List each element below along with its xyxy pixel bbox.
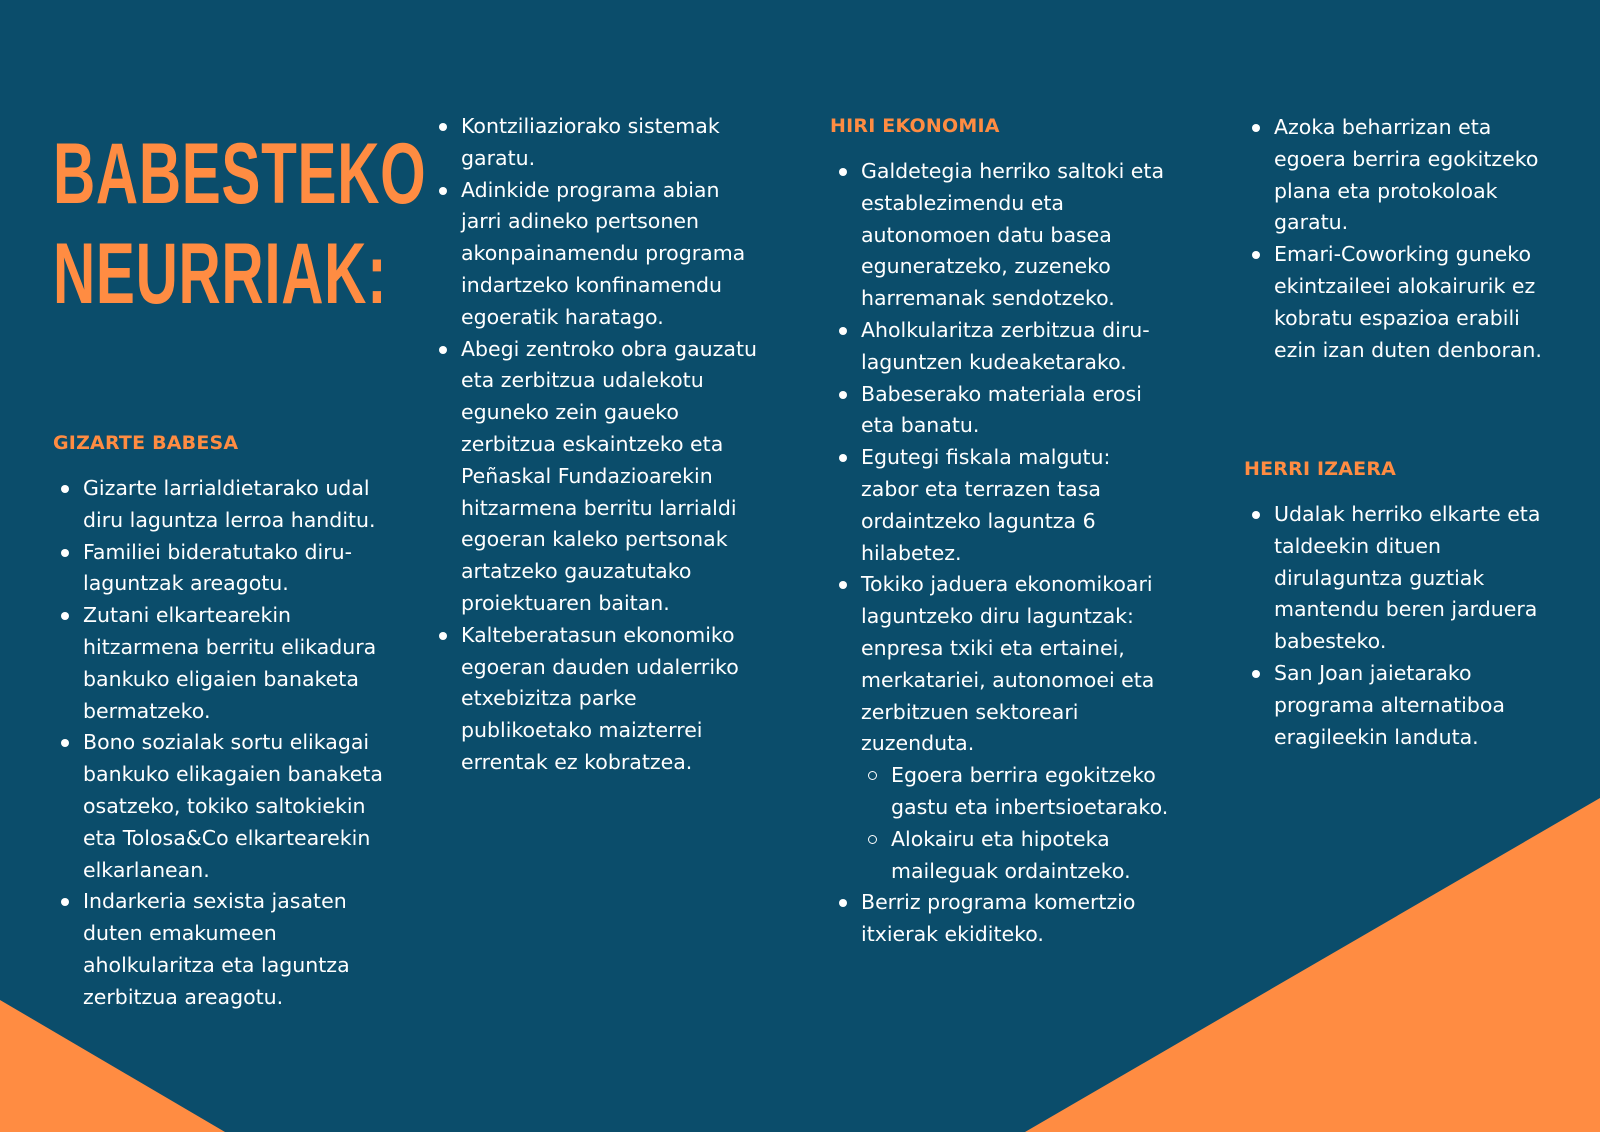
item-text-line: akonpainamendu programa	[461, 241, 746, 266]
item-text-line: hitzarmena berritu larrialdi	[461, 495, 737, 520]
list-item	[53, 727, 383, 886]
item-text-line: ezin izan duten denboran.	[1274, 337, 1542, 362]
item-text-line: Babeserako materiala erosi	[861, 381, 1142, 406]
item-text-line: merkatariei, autonomoei eta	[861, 667, 1155, 692]
item-text-line: laguntzeko diru laguntzak:	[861, 604, 1134, 629]
item-text-line: Emari-Coworking guneko	[1274, 242, 1531, 267]
item-text-line: kobratu espazioa erabili	[1274, 305, 1520, 330]
item-text-line: Peñaskal Fundazioarekin	[461, 463, 713, 488]
item-text-line: zerbitzua areagotu.	[83, 984, 284, 1009]
item-text-line: osatzeko, tokiko saltokiekin	[83, 793, 366, 818]
list-item	[831, 887, 1168, 951]
item-text-line: hitzarmena berritu elikadura	[83, 634, 377, 659]
item-text-line: Abegi zentroko obra gauzatu	[461, 336, 757, 361]
item-text-line: dirulaguntza guztiak	[1274, 565, 1485, 590]
item-text-line: bankuko elikagaien banaketa	[83, 762, 383, 787]
item-text-line: ekintzaileei alokairurik ez	[1274, 273, 1536, 298]
item-text-line: eragileekin landuta.	[1274, 724, 1479, 749]
sub-list-item	[861, 760, 1168, 824]
item-text-line: Indarkeria sexista jasaten	[83, 889, 347, 914]
list-item	[53, 537, 383, 601]
list-item	[431, 111, 757, 175]
item-text-line: eta banatu.	[861, 413, 980, 438]
item-text-line: itxierak ekiditeko.	[861, 922, 1044, 947]
hiri-ekonomia-heading: HIRI EKONOMIA	[830, 115, 1000, 137]
item-text-line: Familiei bideratutako diru-	[83, 539, 353, 564]
item-text-line: laguntzen kudeaketarako.	[861, 349, 1127, 374]
item-text-line: Bono sozialak sortu elikagai	[83, 730, 370, 755]
item-text-line: eguneko zein gaueko	[461, 400, 679, 425]
item-text-line: autonomoen datu basea	[861, 222, 1112, 247]
item-text-line: publikoetako maizterrei	[461, 718, 703, 743]
item-text-line: Zutani elkartearekin	[83, 603, 292, 628]
list-item	[53, 600, 383, 727]
item-text-line: elkarlanean.	[83, 857, 210, 882]
item-text-line: Adinkide programa abian	[461, 177, 720, 202]
list-item	[431, 175, 757, 334]
list-item	[431, 620, 757, 779]
item-text-line: San Joan jaietarako	[1274, 660, 1472, 685]
item-text-line: egoera berrira egokitzeko	[1274, 146, 1539, 171]
column-2-list	[431, 111, 757, 779]
item-text-line: garatu.	[1274, 210, 1349, 235]
item-text-line: Alokairu eta hipoteka	[891, 826, 1110, 851]
item-text-line: eguneratzeko, zuzeneko	[861, 254, 1111, 279]
item-text-line: Azoka beharrizan eta	[1274, 115, 1492, 139]
sub-list	[861, 760, 1168, 887]
item-text-line: garatu.	[461, 145, 536, 170]
item-text-line: zuzenduta.	[861, 731, 975, 756]
orange-triangle-left	[0, 1000, 225, 1132]
list-item	[1244, 239, 1542, 366]
item-text-line: bermatzeko.	[83, 698, 211, 723]
item-text-line: Egoera berrira egokitzeko	[891, 763, 1156, 788]
item-text-line: gastu eta inbertsioetarako.	[891, 794, 1169, 819]
item-text-line: Galdetegia herriko saltoki eta	[861, 159, 1165, 183]
item-text-line: errentak ez kobratzea.	[461, 749, 693, 774]
item-text-line: Gizarte larrialdietarako udal	[83, 476, 370, 500]
column-4-list	[1244, 112, 1542, 366]
gizarte-babesa-list	[53, 473, 383, 1014]
list-item	[1244, 499, 1540, 658]
list-item	[831, 379, 1168, 443]
item-text-line: artatzeko gauzatutako	[461, 559, 692, 584]
item-text-line: laguntzak areagotu.	[83, 571, 289, 596]
item-text-line: Udalak herriko elkarte eta	[1274, 502, 1541, 526]
list-item	[1244, 658, 1540, 753]
list-item	[831, 156, 1168, 315]
list-item	[1244, 112, 1542, 239]
item-text-line: zabor eta terrazen tasa	[861, 476, 1101, 501]
list-item	[831, 315, 1168, 379]
list-item	[831, 442, 1168, 569]
list-item	[53, 886, 383, 1013]
item-text-line: Kalteberatasun ekonomiko	[461, 622, 735, 647]
herri-izaera-list	[1244, 499, 1540, 753]
herri-izaera-heading: HERRI IZAERA	[1244, 458, 1397, 480]
item-text-line: harremanak sendotzeko.	[861, 286, 1115, 311]
item-text-line: etxebizitza parke	[461, 686, 637, 711]
item-text-line: proiektuaren baitan.	[461, 590, 670, 615]
item-text-line: zerbitzua eskaintzeko eta	[461, 431, 724, 456]
item-text-line: plana eta protokoloak	[1274, 178, 1498, 203]
item-text-line: duten emakumeen	[83, 921, 277, 946]
item-text-line: egoeratik haratago.	[461, 304, 664, 329]
item-text-line: zerbitzuen sektoreari	[861, 699, 1079, 724]
item-text-line: enpresa txiki eta ertainei,	[861, 635, 1125, 660]
hiri-ekonomia-list	[831, 156, 1168, 951]
item-text-line: egoeran kaleko pertsonak	[461, 527, 728, 552]
item-text-line: mantendu beren jarduera	[1274, 597, 1538, 622]
item-text-line: Berriz programa komertzio	[861, 890, 1136, 915]
item-text-line: eta Tolosa&Co elkartearekin	[83, 825, 371, 850]
item-text-line: Kontziliaziorako sistemak	[461, 114, 720, 138]
gizarte-babesa-heading: GIZARTE BABESA	[53, 432, 239, 454]
item-text-line: jarri adineko pertsonen	[461, 209, 699, 234]
item-text-line: diru laguntza lerroa handitu.	[83, 507, 376, 532]
list-item	[53, 473, 383, 537]
sub-list-item	[861, 824, 1168, 888]
item-text-line: Egutegi fiskala malgutu:	[861, 445, 1111, 470]
item-text-line: establezimendu eta	[861, 190, 1064, 215]
list-item	[431, 334, 757, 620]
item-text-line: aholkularitza eta laguntza	[83, 952, 350, 977]
list-item	[831, 569, 1168, 887]
item-text-line: babesteko.	[1274, 629, 1387, 654]
item-text-line: ordaintzeko laguntza 6	[861, 508, 1096, 533]
item-text-line: bankuko eligaien banaketa	[83, 666, 359, 691]
page-title-line-2: NEURRIAK:	[53, 226, 388, 322]
item-text-line: egoeran dauden udalerriko	[461, 654, 739, 679]
item-text-line: maileguak ordaintzeko.	[891, 858, 1131, 883]
item-text-line: eta zerbitzua udalekotu	[461, 368, 704, 393]
item-text-line: programa alternatiboa	[1274, 692, 1505, 717]
item-text-line: indartzeko konfinamendu	[461, 272, 723, 297]
page-title-line-1: BABESTEKO	[53, 126, 427, 222]
item-text-line: Aholkularitza zerbitzua diru-	[861, 317, 1150, 342]
item-text-line: Tokiko jaduera ekonomikoari	[861, 572, 1153, 597]
item-text-line: hilabetez.	[861, 540, 962, 565]
item-text-line: taldeekin dituen	[1274, 533, 1441, 558]
